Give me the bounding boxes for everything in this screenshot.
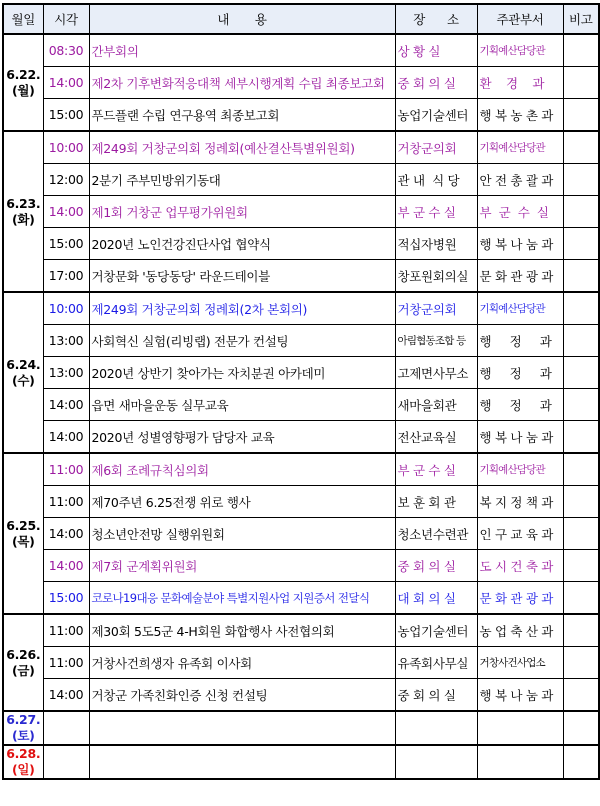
event-note (563, 550, 599, 582)
event-content: 2020년 노인건강진단사업 협약식 (89, 228, 395, 260)
event-content: 제6회 조례규칙심의회 (89, 453, 395, 486)
event-time: 14:00 (43, 196, 89, 228)
event-place: 부 군 수 실 (395, 196, 477, 228)
event-content: 푸드플랜 수립 연구용역 최종보고회 (89, 99, 395, 132)
event-content: 사회혁신 실험(리빙랩) 전문가 컨설팅 (89, 325, 395, 357)
header-time: 시각 (43, 4, 89, 34)
event-dept: 거창사건사업소 (477, 647, 563, 679)
event-dept: 행 정 과 (477, 325, 563, 357)
event-place: 창포원회의실 (395, 260, 477, 293)
event-place: 대 회 의 실 (395, 582, 477, 615)
schedule-row (3, 679, 599, 712)
event-content: 간부회의 (89, 34, 395, 67)
schedule-body (3, 34, 599, 779)
day-label: 6.24. (수) (3, 292, 43, 453)
schedule-row (3, 99, 599, 132)
event-dept (477, 711, 563, 745)
event-content: 거창사건희생자 유족회 이사회 (89, 647, 395, 679)
event-note (563, 421, 599, 454)
event-dept: 행 복 나 눔 과 (477, 679, 563, 712)
event-place: 거창군의회 (395, 131, 477, 164)
event-content: 코로나19대응 문화예술분야 특별지원사업 지원증서 전달식 (89, 582, 395, 615)
empty-day-row (3, 711, 599, 745)
event-note (563, 357, 599, 389)
schedule-row (3, 260, 599, 293)
event-content (89, 745, 395, 779)
schedule-row (3, 196, 599, 228)
event-place: 관 내 식 당 (395, 164, 477, 196)
event-dept: 행 정 과 (477, 389, 563, 421)
event-content: 2020년 상반기 찾아가는 자치분권 아카데미 (89, 357, 395, 389)
event-dept: 문 화 관 광 과 (477, 260, 563, 293)
event-note (563, 196, 599, 228)
event-time: 11:00 (43, 486, 89, 518)
schedule-row (3, 518, 599, 550)
event-content: 제1회 거창군 업무평가위원회 (89, 196, 395, 228)
event-time (43, 711, 89, 745)
event-dept: 기획예산담당관 (477, 34, 563, 67)
schedule-row (3, 292, 599, 325)
event-place: 청소년수련관 (395, 518, 477, 550)
day-label: 6.27. (토) (3, 711, 43, 745)
header-row (3, 4, 599, 34)
event-place: 보 훈 회 관 (395, 486, 477, 518)
event-dept: 행 복 나 눔 과 (477, 228, 563, 260)
day-label: 6.26. (금) (3, 614, 43, 711)
event-dept: 기획예산담당관 (477, 453, 563, 486)
event-time: 14:00 (43, 550, 89, 582)
event-time: 13:00 (43, 357, 89, 389)
day-label: 6.23. (화) (3, 131, 43, 292)
event-dept: 문 화 관 광 과 (477, 582, 563, 615)
schedule-row (3, 453, 599, 486)
event-place: 거창군의회 (395, 292, 477, 325)
event-dept: 부 군 수 실 (477, 196, 563, 228)
event-time: 15:00 (43, 582, 89, 615)
event-place: 새마을회관 (395, 389, 477, 421)
day-label: 6.28. (일) (3, 745, 43, 779)
event-dept: 농 업 축 산 과 (477, 614, 563, 647)
schedule-row (3, 34, 599, 67)
event-content (89, 711, 395, 745)
event-note (563, 518, 599, 550)
event-time: 13:00 (43, 325, 89, 357)
event-dept: 행 복 나 눔 과 (477, 421, 563, 454)
event-place: 농업기술센터 (395, 99, 477, 132)
event-note (563, 292, 599, 325)
event-time: 15:00 (43, 99, 89, 132)
schedule-row (3, 131, 599, 164)
event-note (563, 614, 599, 647)
event-time: 14:00 (43, 389, 89, 421)
event-dept: 환 경 과 (477, 67, 563, 99)
event-place (395, 711, 477, 745)
event-dept: 복 지 정 책 과 (477, 486, 563, 518)
event-time (43, 745, 89, 779)
schedule-row (3, 389, 599, 421)
event-time: 10:00 (43, 292, 89, 325)
event-time: 10:00 (43, 131, 89, 164)
event-time: 14:00 (43, 67, 89, 99)
event-time: 14:00 (43, 679, 89, 712)
header-month-day: 월일 (3, 4, 43, 34)
event-note (563, 647, 599, 679)
event-note (563, 325, 599, 357)
event-note (563, 99, 599, 132)
schedule-row (3, 357, 599, 389)
schedule-row (3, 647, 599, 679)
schedule-row (3, 582, 599, 615)
schedule-row (3, 325, 599, 357)
event-time: 11:00 (43, 614, 89, 647)
event-note (563, 164, 599, 196)
event-note (563, 389, 599, 421)
header-dept: 주관부서 (477, 4, 563, 34)
event-content: 2분기 주부민방위기동대 (89, 164, 395, 196)
event-dept: 행 정 과 (477, 357, 563, 389)
event-time: 12:00 (43, 164, 89, 196)
event-time: 11:00 (43, 453, 89, 486)
event-place: 중 회 의 실 (395, 67, 477, 99)
event-content: 거창문화 '동당동당' 라운드테이블 (89, 260, 395, 293)
schedule-row (3, 421, 599, 454)
event-time: 15:00 (43, 228, 89, 260)
event-content: 제2차 기후변화적응대책 세부시행계획 수립 최종보고회 (89, 67, 395, 99)
schedule-table (2, 3, 600, 780)
event-dept: 기획예산담당관 (477, 292, 563, 325)
event-note (563, 486, 599, 518)
event-place: 적십자병원 (395, 228, 477, 260)
event-content: 2020년 성별영향평가 담당자 교육 (89, 421, 395, 454)
event-place: 아림협동조합 등 (395, 325, 477, 357)
event-dept: 기획예산담당관 (477, 131, 563, 164)
event-content: 읍면 새마을운동 실무교육 (89, 389, 395, 421)
event-time: 14:00 (43, 518, 89, 550)
schedule-row (3, 67, 599, 99)
event-place: 전산교육실 (395, 421, 477, 454)
schedule-row (3, 164, 599, 196)
event-content: 청소년안전망 실행위원회 (89, 518, 395, 550)
event-note (563, 131, 599, 164)
day-label: 6.22. (월) (3, 34, 43, 131)
schedule-row (3, 614, 599, 647)
event-note (563, 711, 599, 745)
event-place: 중 회 의 실 (395, 550, 477, 582)
event-place: 농업기술센터 (395, 614, 477, 647)
event-dept: 안 전 총 괄 과 (477, 164, 563, 196)
schedule-row (3, 550, 599, 582)
event-note (563, 679, 599, 712)
schedule-row (3, 228, 599, 260)
event-dept: 행 복 농 촌 과 (477, 99, 563, 132)
event-place: 부 군 수 실 (395, 453, 477, 486)
event-note (563, 453, 599, 486)
event-note (563, 260, 599, 293)
event-content: 제7회 군계획위원회 (89, 550, 395, 582)
header-content: 내 용 (89, 4, 395, 34)
event-note (563, 582, 599, 615)
event-content: 제70주년 6.25전쟁 위로 행사 (89, 486, 395, 518)
event-dept: 인 구 교 육 과 (477, 518, 563, 550)
event-content: 거창군 가족친화인증 신청 컨설팅 (89, 679, 395, 712)
event-note (563, 34, 599, 67)
event-note (563, 228, 599, 260)
day-label: 6.25. (목) (3, 453, 43, 614)
event-time: 08:30 (43, 34, 89, 67)
event-time: 17:00 (43, 260, 89, 293)
event-note (563, 745, 599, 779)
event-time: 14:00 (43, 421, 89, 454)
event-time: 11:00 (43, 647, 89, 679)
event-place (395, 745, 477, 779)
event-dept: 도 시 건 축 과 (477, 550, 563, 582)
header-note: 비고 (563, 4, 599, 34)
event-content: 제249회 거창군의회 정례회(2차 본회의) (89, 292, 395, 325)
event-dept (477, 745, 563, 779)
schedule-row (3, 486, 599, 518)
event-place: 유족회사무실 (395, 647, 477, 679)
event-place: 상 황 실 (395, 34, 477, 67)
empty-day-row (3, 745, 599, 779)
event-place: 중 회 의 실 (395, 679, 477, 712)
header-place: 장 소 (395, 4, 477, 34)
event-content: 제249회 거창군의회 정례회(예산결산특별위원회) (89, 131, 395, 164)
event-place: 고제면사무소 (395, 357, 477, 389)
event-note (563, 67, 599, 99)
event-content: 제30회 5도5군 4-H회원 화합행사 사전협의회 (89, 614, 395, 647)
